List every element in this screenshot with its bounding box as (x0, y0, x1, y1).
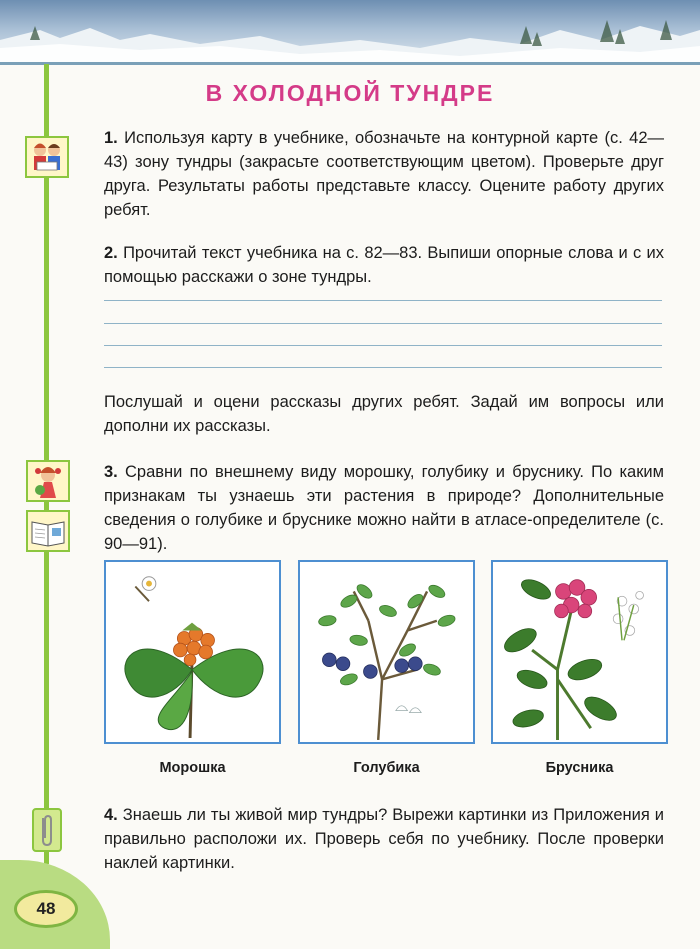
cloudberry-illustration (106, 562, 279, 742)
writing-line[interactable] (104, 345, 662, 346)
task-4 (104, 803, 664, 875)
listen-instruction: Послушай и оцени рассказы других ребят. Задай им вопросы или дополни их рассказы. (104, 393, 664, 435)
task-text: Знаешь ли ты живой мир тундры? Вырежи картинки из Приложения и правильно расположи их. Проверь себя по учебнику. После проверки наклей картинки. (104, 806, 664, 872)
task-number: 1. (104, 129, 118, 147)
task-text: Прочитай текст учебника на с. 82—83. Выпиши опорные слова и с их помощью расскажи о зоне тундры. (104, 244, 664, 286)
winter-landscape-illustration (0, 0, 700, 64)
task-number: 4. (104, 806, 118, 824)
open-book-icon (26, 510, 70, 552)
task-text: Используя карту в учебнике, обозначьте на контурной карте (с. 42—43) зону тундры (закрасьте соответствующим цветом). Проверьте друг друга. Результаты работы представьте классу. Оцените работу других ребят. (104, 129, 664, 219)
task-number: 3. (104, 463, 118, 481)
task-1 (104, 126, 664, 222)
lingonberry-illustration (493, 562, 666, 742)
task-number: 2. (104, 244, 118, 262)
blueberry-picture (298, 560, 475, 744)
writing-line[interactable] (104, 367, 662, 368)
cloudberry-picture (104, 560, 281, 744)
task-3 (104, 460, 664, 556)
paperclip-icon (32, 808, 62, 852)
task-2 (104, 241, 664, 289)
page-number: 48 (14, 890, 78, 928)
page-title: В ХОЛОДНОЙ ТУНДРЕ (205, 80, 495, 106)
plant-caption: Брусника (545, 760, 614, 776)
header-divider (0, 62, 700, 65)
task-text: Сравни по внешнему виду морошку, голубику и бруснику. По каким признакам ты узнаешь эти растения в природе? Дополнительные сведения о голубике и бруснике можно найти в атласе-определителе (с. 90—91). (104, 463, 664, 553)
plant-caption: Морошка (159, 760, 226, 776)
girl-icon (26, 460, 70, 502)
children-pair-icon (25, 136, 69, 178)
blueberry-illustration (300, 562, 473, 742)
plant-caption: Голубика (353, 760, 420, 776)
lingonberry-picture (491, 560, 668, 744)
header-winter-banner (0, 0, 700, 64)
writing-line[interactable] (104, 323, 662, 324)
writing-line[interactable] (104, 300, 662, 301)
